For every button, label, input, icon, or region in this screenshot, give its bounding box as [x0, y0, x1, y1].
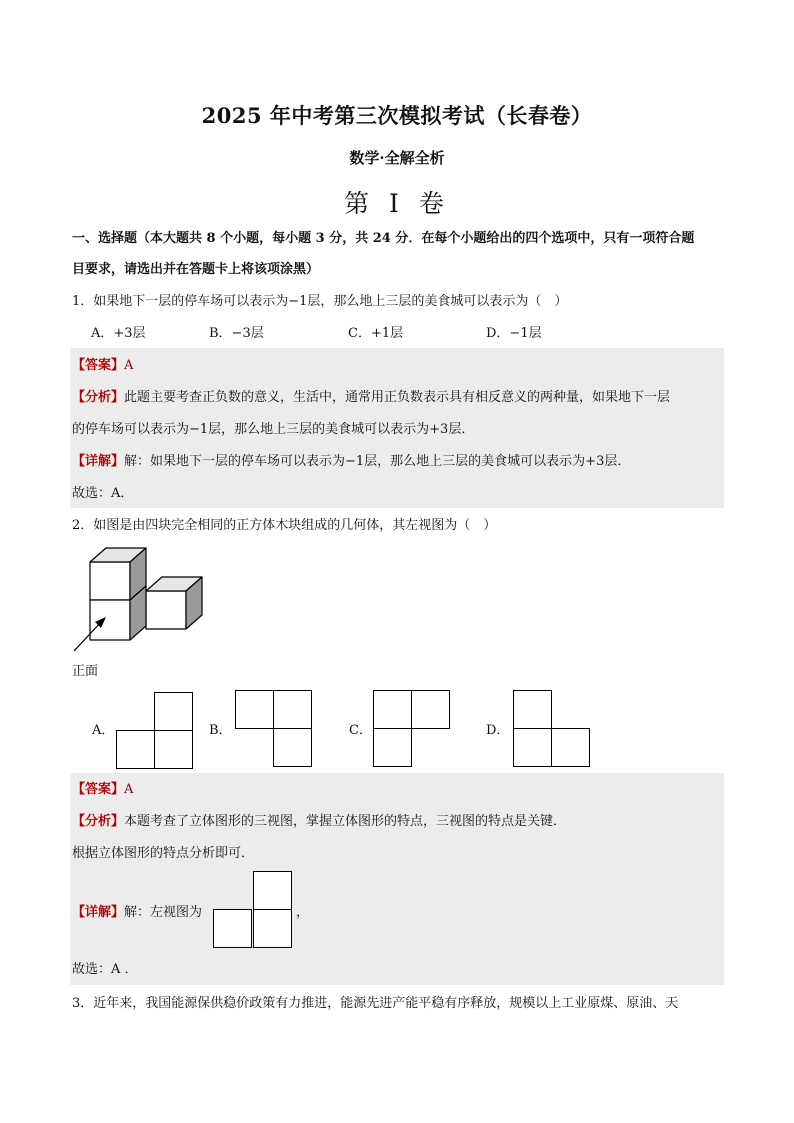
- q2-detail-row: [72, 903, 202, 923]
- q1-stem: 1．如果地下一层的停车场可以表示为−1层，那么地上三层的美食城可以表示为（ ）: [72, 294, 568, 309]
- analysis-tag: 【分析】: [72, 814, 125, 829]
- q2-option-d-label: D．: [486, 723, 510, 738]
- section-instruction-line1: 一、选择题（本大题共 8 个小题，每小题 3 分，共 24 分．在每个小题给出的四个选项中，只有一项符合题: [72, 231, 695, 246]
- q2-solution-panel: [70, 773, 724, 985]
- q2-analysis-row: [72, 812, 566, 832]
- analysis-tag: 【分析】: [72, 390, 125, 405]
- q2-option-b-label: B．: [209, 723, 232, 738]
- q2-left-view-figure: [213, 871, 293, 949]
- document-title: 2025 年中考第三次模拟考试（长春卷）: [201, 103, 593, 128]
- q1-choice: 故选：A．: [72, 486, 134, 501]
- document-subtitle: 数学·全解全析: [349, 149, 445, 167]
- q2-analysis-continued: 根据立体图形的特点分析即可．: [72, 846, 255, 861]
- front-view-label: 正面: [72, 664, 99, 679]
- q1-analysis-row: [72, 388, 670, 408]
- q1-option-b: B．−3层: [209, 326, 264, 341]
- q2-option-b-figure: [235, 690, 313, 768]
- q1-option-c: C．+1层: [348, 326, 404, 341]
- q1-answer-row: [72, 356, 133, 376]
- analysis-text: 本题考查了立体图形的三视图，掌握立体图形的特点，三视图的特点是关键．: [124, 814, 567, 829]
- answer-value: A: [124, 782, 134, 797]
- q1-option-d: D．−1层: [486, 326, 542, 341]
- q2-stem: 2．如图是由四块完全相同的正方体木块组成的几何体，其左视图为（ ）: [72, 518, 497, 533]
- answer-tag: 【答案】: [72, 358, 125, 373]
- q3-stem: 3．近年来，我国能源保供稳价政策有力推进，能源先进产能平稳有序释放，规模以上工业原煤、原油、天: [72, 996, 679, 1011]
- answer-value: A: [124, 358, 134, 373]
- q2-option-a-figure: [116, 692, 194, 770]
- volume-heading: 第 I 卷: [344, 189, 450, 218]
- q2-option-c-label: C．: [349, 723, 372, 738]
- cube-stack-figure: [68, 545, 208, 655]
- detail-tag: 【详解】: [72, 905, 125, 920]
- detail-text: 解：左视图为: [124, 905, 203, 920]
- detail-text: 解：如果地下一层的停车场可以表示为−1层，那么地上三层的美食城可以表示为+3层．: [124, 454, 631, 469]
- detail-tag: 【详解】: [72, 454, 125, 469]
- q2-detail-suffix: ，: [296, 905, 310, 920]
- q2-choice: 故选：A ．: [72, 962, 138, 977]
- q2-option-d-figure: [513, 690, 593, 768]
- answer-tag: 【答案】: [72, 782, 125, 797]
- q2-option-a-label: A．: [92, 723, 115, 738]
- q1-detail-row: [72, 452, 630, 472]
- section-instruction-line2: 目要求，请选出并在答题卡上将该项涂黑）: [72, 262, 320, 277]
- q1-analysis-continued: 的停车场可以表示为−1层，那么地上三层的美食城可以表示为+3层．: [72, 422, 475, 437]
- analysis-text: 此题主要考查正负数的意义，生活中，通常用正负数表示具有相反意义的两种量，如果地下一层: [124, 390, 671, 405]
- q2-option-c-figure: [373, 690, 451, 768]
- q2-answer-row: [72, 780, 133, 800]
- q1-option-a: A．+3层: [91, 326, 146, 341]
